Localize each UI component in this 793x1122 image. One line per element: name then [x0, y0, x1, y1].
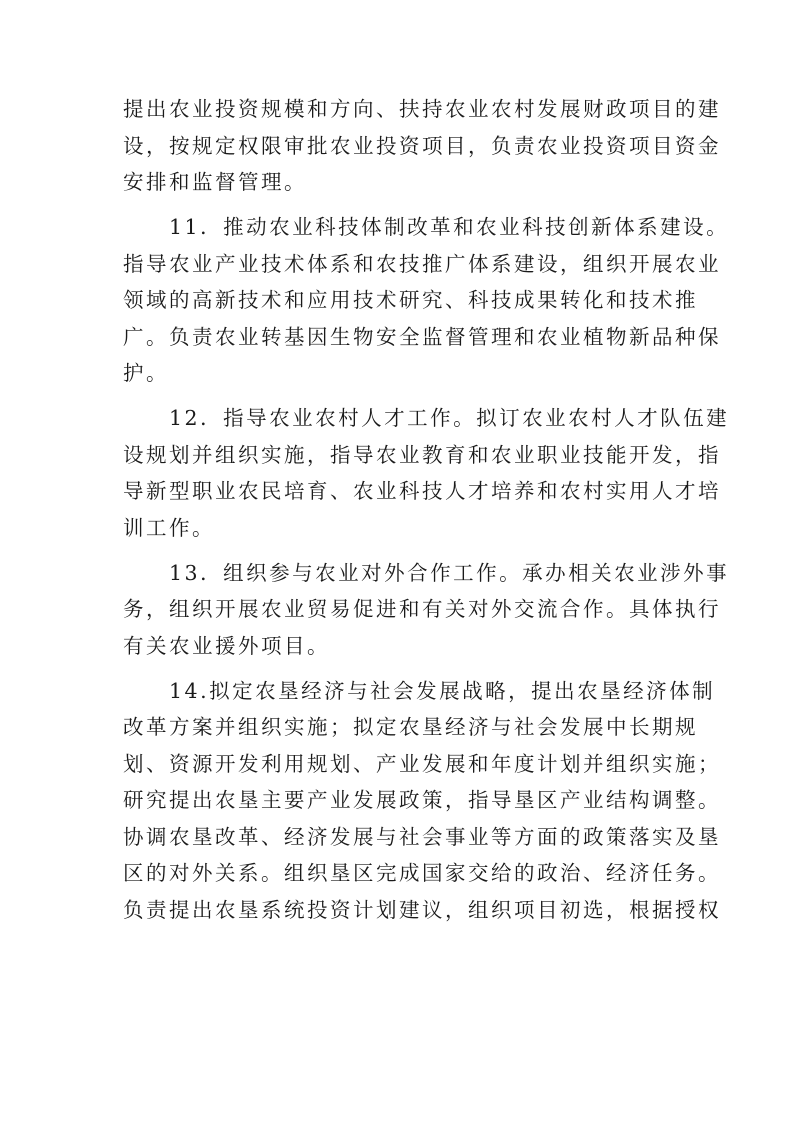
text-line: 提出农业投资规模和方向、扶持农业农村发展财政项目的建	[123, 97, 721, 121]
paragraph-item-13	[123, 555, 730, 665]
text-line: 训工作。	[123, 515, 215, 540]
text-line: 13．组织参与农业对外合作工作。承办相关农业涉外事	[123, 560, 730, 585]
text-line: 领域的高新技术和应用技术研究、科技成果转化和技术推	[123, 288, 698, 312]
text-line: 划、资源开发利用规划、产业发展和年度计划并组织实施；	[123, 751, 721, 776]
text-line: 设规划并组织实施，指导农业教育和农业职业技能开发，指	[123, 442, 721, 467]
paragraph-item-14	[123, 673, 721, 929]
text-line: 研究提出农垦主要产业发展政策，指导垦区产业结构调整。	[123, 788, 721, 812]
text-line: 指导农业产业技术体系和农技推广体系建设，组织开展农业	[123, 251, 721, 276]
paragraph-item-12	[123, 400, 730, 546]
paragraph-item-11	[123, 209, 730, 392]
text-line: 改革方案并组织实施；拟定农垦经济与社会发展中长期规	[123, 715, 698, 739]
text-line: 有关农业援外项目。	[123, 633, 330, 658]
text-line: 14.拟定农垦经济与社会发展战略，提出农垦经济体制	[123, 678, 716, 703]
text-line: 协调农垦改革、经济发展与社会事业等方面的政策落实及垦	[123, 824, 721, 849]
text-line: 负责提出农垦系统投资计划建议，组织项目初选，根据授权	[123, 897, 721, 922]
paragraph-investment	[123, 91, 721, 201]
text-line: 务，组织开展农业贸易促进和有关对外交流合作。具体执行	[123, 597, 721, 621]
text-line: 安排和监督管理。	[123, 170, 307, 194]
text-line: 区的对外关系。组织垦区完成国家交给的政治、经济任务。	[123, 861, 721, 885]
text-line: 护。	[123, 361, 169, 385]
text-line: 设，按规定权限审批农业投资项目，负责农业投资项目资金	[123, 133, 721, 158]
text-line: 11．推动农业科技体制改革和农业科技创新体系建设。	[123, 215, 730, 239]
text-line: 广。负责农业转基因生物安全监督管理和农业植物新品种保	[123, 324, 721, 349]
text-line: 导新型职业农民培育、农业科技人才培养和农村实用人才培	[123, 479, 721, 503]
text-line: 12．指导农业农村人才工作。拟订农业农村人才队伍建	[123, 406, 730, 430]
